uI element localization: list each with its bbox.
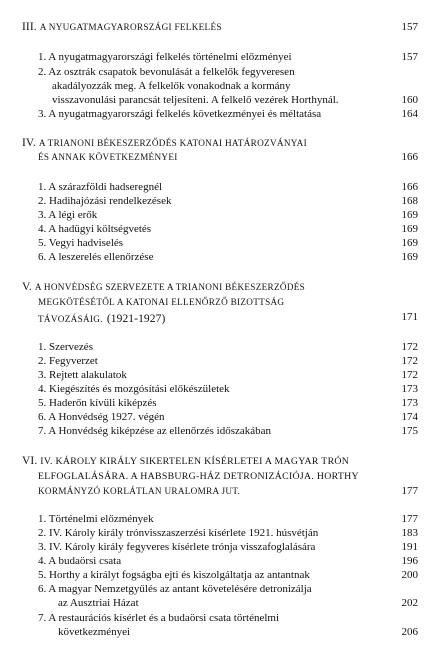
section-heading — [22, 455, 349, 468]
section-title-continuation: KORMÁNYZÓ KORLÁTLAN URALOMRA JUT. — [38, 486, 241, 496]
toc-entry-page: 191 — [401, 541, 418, 553]
toc-entry-page: 202 — [401, 597, 418, 609]
toc-entry-continuation: akadályozzák meg. A felkelők vonakodnak a kormány — [52, 80, 291, 92]
toc-entry-page: 160 — [401, 94, 418, 106]
section-page-number: 166 — [401, 151, 418, 163]
toc-entry-page: 175 — [401, 425, 418, 437]
section-number: IV. — [22, 137, 36, 149]
toc-entry: 4. A budaörsi csata — [38, 555, 122, 567]
section-heading — [22, 281, 305, 294]
section-number: VI. — [22, 455, 38, 467]
section-number: III. — [22, 21, 37, 33]
section-number: V. — [22, 281, 32, 293]
toc-entry-page: 169 — [401, 209, 418, 221]
toc-entry: 3. Rejtett alakulatok — [38, 369, 127, 381]
section-title: A HONVÉDSÉG SZERVEZETE A TRIANONI BÉKESZERZŐDÉS — [34, 282, 306, 292]
section-heading — [22, 137, 307, 150]
toc-entry: 1. Szervezés — [38, 341, 93, 353]
toc-entry: 1. A szárazföldi hadseregnél — [38, 181, 163, 193]
toc-entry-page: 173 — [401, 397, 418, 409]
toc-entry-page: 172 — [401, 355, 418, 367]
toc-entry-continuation: következményei — [58, 626, 131, 638]
toc-entry: 6. A leszerelés ellenőrzése — [38, 251, 154, 263]
toc-entry-page: 164 — [401, 108, 418, 120]
toc-entry: 1. Történelmi előzmények — [38, 513, 154, 525]
section-title-continuation — [38, 311, 165, 324]
toc-entry-page: 166 — [401, 181, 418, 193]
toc-entry-page: 174 — [401, 411, 418, 423]
section-title-line: TÁVOZÁSÁIG. — [38, 314, 103, 324]
toc-entry: 3. A légi erők — [38, 209, 98, 221]
toc-entry-page: 183 — [401, 527, 418, 539]
toc-entry-page: 172 — [401, 341, 418, 353]
toc-entry-page: 169 — [401, 223, 418, 235]
toc-entry: 2. Hadihajózási rendelkezések — [38, 195, 172, 207]
toc-entry: 1. A nyugatmagyarországi felkelés történelmi előzményei — [38, 51, 292, 63]
toc-entry: 3. A nyugatmagyarországi felkelés következményei és méltatása — [38, 108, 322, 120]
toc-entry: 2. IV. Károly király trónvisszaszerzési kísérlete 1921. húsvétján — [38, 527, 319, 539]
section-page-number: 157 — [401, 21, 418, 33]
toc-entry-page: 169 — [401, 251, 418, 263]
section-title: A NYUGATMAGYARORSZÁGI FELKELÉS — [39, 22, 222, 32]
toc-entry: 5. Haderőn kívüli kiképzés — [38, 397, 157, 409]
section-heading — [22, 21, 222, 34]
toc-entry-page: 196 — [401, 555, 418, 567]
toc-entry-continuation: az Ausztriai Házat — [58, 597, 139, 609]
toc-entry: 2. Fegyverzet — [38, 355, 98, 367]
toc-entry: 2. Az osztrák csapatok bevonulását a felkelők fegyveresen — [38, 66, 295, 78]
section-title: IV. KÁROLY KIRÁLY SIKERTELEN KÍSÉRLETEI A MAGYAR TRÓN — [40, 456, 350, 467]
toc-entry-page: 177 — [401, 513, 418, 525]
section-years: (1921-1927) — [106, 313, 166, 325]
toc-entry-page: 169 — [401, 237, 418, 249]
section-title: A TRIANONI BÉKESZERZŐDÉS KATONAI HATÁROZVÁNYAI — [38, 138, 307, 148]
toc-entry-page: 157 — [401, 51, 418, 63]
toc-entry: 3. IV. Károly király fegyveres kísérlete trónja visszafoglalására — [38, 541, 316, 553]
toc-entry-page: 200 — [401, 569, 418, 581]
section-page-number: 177 — [401, 485, 418, 497]
toc-entry-page: 173 — [401, 383, 418, 395]
section-title-continuation: ÉS ANNAK KÖVETKEZMÉNYEI — [38, 152, 178, 162]
toc-entry: 5. Horthy a királyt fogságba ejti és kiszolgáltatja az antantnak — [38, 569, 310, 581]
toc-entry: 7. A Honvédség kiképzése az ellenőrzés időszakában — [38, 425, 272, 437]
toc-entry: 7. A restaurációs kísérlet és a budaörsi csata történelmi — [38, 612, 280, 624]
toc-entry: 5. Vegyi hadviselés — [38, 237, 124, 249]
section-title-continuation: MEGKÖTÉSÉTŐL A KATONAI ELLENŐRZŐ BIZOTTSÁG — [38, 297, 285, 307]
toc-entry-page: 168 — [401, 195, 418, 207]
toc-entry: 4. Kiegészítés és mozgósítási előkészületek — [38, 383, 230, 395]
toc-entry-continuation: visszavonulási parancsát teljesíteni. A felkelő vezérek Horthynál. — [52, 94, 339, 106]
toc-entry-page: 206 — [401, 626, 418, 638]
toc-entry-page: 172 — [401, 369, 418, 381]
section-title-continuation: ELFOGLALÁSÁRA. A HABSBURG-HÁZ DETRONIZÁCIÓJA. HORTHY — [38, 471, 359, 482]
section-page-number: 171 — [401, 311, 418, 323]
toc-entry: 6. A Honvédség 1927. végén — [38, 411, 165, 423]
toc-entry: 6. A magyar Nemzetgyűlés az antant követelésére detronizálja — [38, 583, 312, 595]
toc-entry: 4. A hadügyi költségvetés — [38, 223, 152, 235]
